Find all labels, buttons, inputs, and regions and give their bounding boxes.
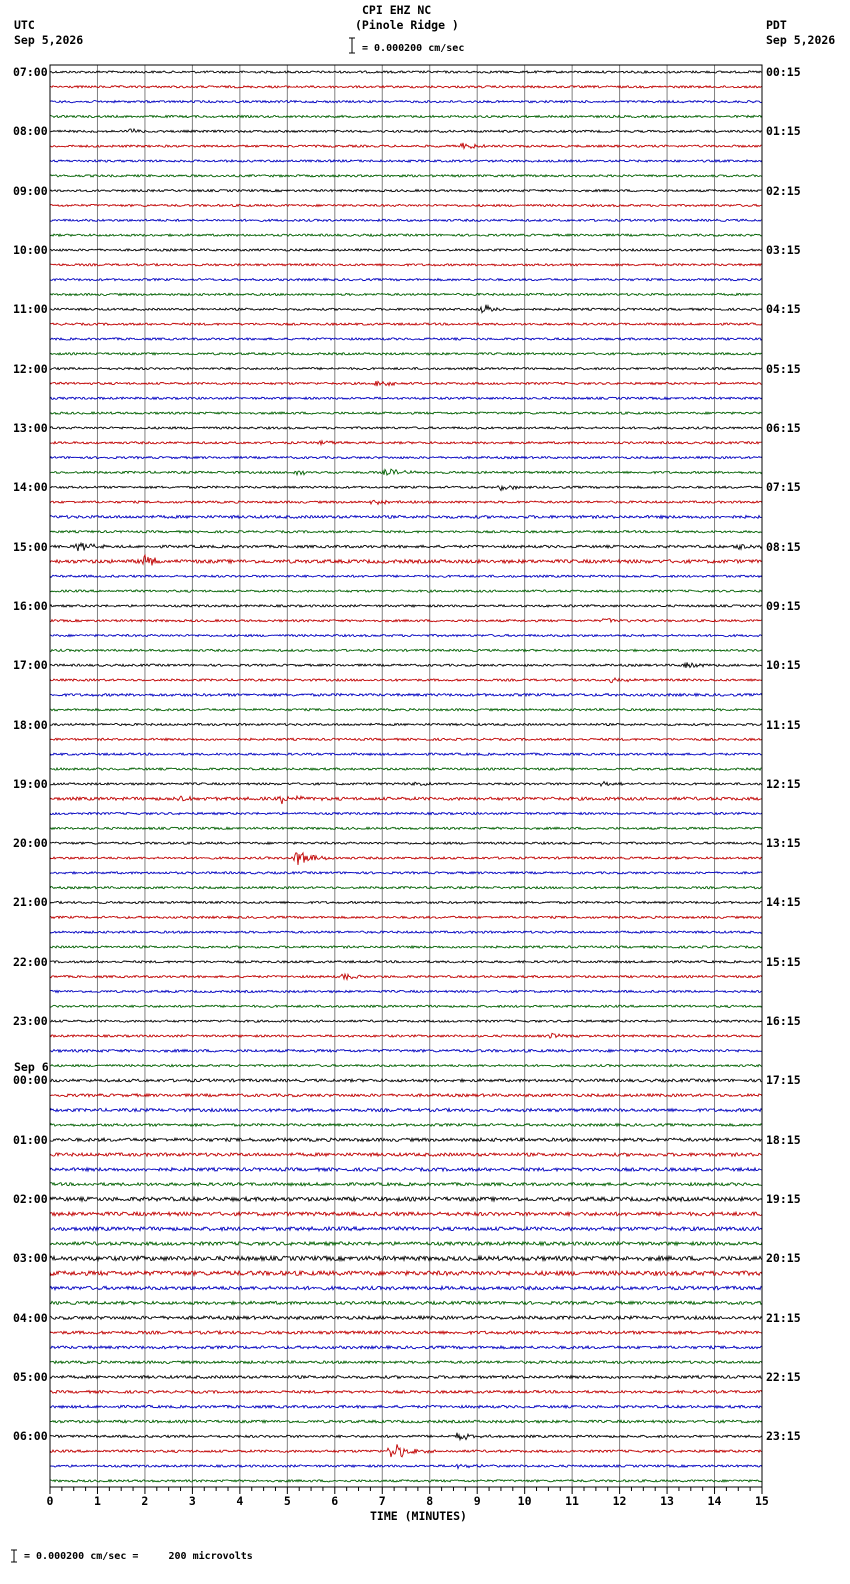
- trace-line: [50, 381, 762, 386]
- trace-line: [50, 293, 762, 295]
- station-title: CPI EHZ NC: [362, 3, 432, 17]
- pdt-hour-label: 14:15: [766, 895, 801, 910]
- utc-hour-label: 08:00: [13, 124, 48, 139]
- trace-line: [50, 1405, 762, 1408]
- utc-hour-label: 17:00: [13, 658, 48, 673]
- pdt-hour-label: 17:15: [766, 1073, 801, 1088]
- x-tick-label: 6: [331, 1494, 339, 1508]
- trace-line: [50, 853, 762, 865]
- trace-line: [50, 397, 762, 399]
- utc-hour-label: 18:00: [13, 717, 48, 732]
- pdt-hour-label: 20:15: [766, 1251, 801, 1266]
- trace-line: [50, 1346, 762, 1349]
- x-tick-label: 9: [473, 1494, 481, 1508]
- trace-line: [50, 946, 762, 948]
- utc-hour-label: 04:00: [13, 1310, 48, 1325]
- trace-line: [50, 782, 762, 787]
- utc-hour-label: 23:00: [13, 1014, 48, 1029]
- x-tick-label: 15: [755, 1494, 769, 1508]
- trace-line: [50, 305, 762, 313]
- trace-line: [50, 619, 762, 622]
- trace-line: [50, 738, 762, 740]
- trace-line: [50, 575, 762, 577]
- seismic-traces: [50, 71, 762, 1482]
- trace-line: [50, 469, 762, 475]
- x-tick-label: 7: [378, 1494, 386, 1508]
- utc-hour-label: 15:00: [13, 539, 48, 554]
- x-tick-label: 1: [93, 1494, 101, 1508]
- x-tick-label: 0: [46, 1494, 54, 1508]
- trace-line: [50, 1020, 762, 1022]
- utc-hour-label: 22:00: [13, 954, 48, 969]
- trace-line: [50, 1065, 762, 1067]
- day-change-label: Sep 6: [14, 1060, 49, 1074]
- x-tick-label: 13: [660, 1494, 674, 1508]
- trace-line: [50, 1168, 762, 1171]
- trace-line: [50, 768, 762, 770]
- utc-hour-label: 13:00: [13, 420, 48, 435]
- x-tick-label: 11: [565, 1494, 579, 1508]
- pdt-hour-label: 05:15: [766, 361, 801, 376]
- pdt-hour-label: 13:15: [766, 836, 801, 851]
- footer-scale-text: = 0.000200 cm/sec = 200 microvolts: [24, 1551, 253, 1562]
- x-tick-label: 2: [141, 1494, 149, 1508]
- trace-line: [50, 555, 762, 565]
- utc-hour-label: 02:00: [13, 1192, 48, 1207]
- x-tick-label: 4: [236, 1494, 244, 1508]
- trace-line: [50, 86, 762, 88]
- trace-line: [50, 901, 762, 903]
- pdt-hour-label: 16:15: [766, 1014, 801, 1029]
- trace-line: [50, 1109, 762, 1112]
- pdt-hour-label: 21:15: [766, 1310, 801, 1325]
- pdt-hour-label: 22:15: [766, 1370, 801, 1385]
- utc-hour-label: 19:00: [13, 776, 48, 791]
- trace-line: [50, 1331, 762, 1334]
- pdt-hour-label: 18:15: [766, 1132, 801, 1147]
- trace-line: [50, 531, 762, 533]
- trace-line: [50, 279, 762, 281]
- left-date: Sep 5,2026: [14, 33, 84, 47]
- trace-line: [50, 427, 762, 429]
- x-tick-label: 10: [517, 1494, 532, 1508]
- pdt-hour-label: 04:15: [766, 302, 801, 317]
- trace-line: [50, 143, 762, 149]
- trace-line: [50, 753, 762, 755]
- pdt-hour-label: 06:15: [766, 420, 801, 435]
- trace-line: [50, 605, 762, 607]
- pdt-hour-label: 19:15: [766, 1192, 801, 1207]
- trace-line: [50, 1480, 762, 1482]
- trace-line: [50, 71, 762, 73]
- trace-line: [50, 1005, 762, 1007]
- utc-hour-label: 12:00: [13, 361, 48, 376]
- trace-line: [50, 961, 762, 963]
- pdt-hour-label: 00:15: [766, 65, 801, 79]
- trace-line: [50, 1420, 762, 1423]
- x-tick-label: 3: [188, 1494, 196, 1508]
- trace-line: [50, 1433, 762, 1440]
- trace-line: [50, 486, 762, 491]
- trace-line: [50, 1391, 762, 1394]
- trace-line: [50, 1197, 762, 1201]
- trace-line: [50, 1094, 762, 1097]
- trace-line: [50, 916, 762, 918]
- trace-line: [50, 1242, 762, 1246]
- utc-hour-label: 10:00: [13, 242, 48, 257]
- trace-line: [50, 543, 762, 551]
- utc-hour-label: 00:00: [13, 1073, 48, 1088]
- utc-hour-label: 03:00: [13, 1251, 48, 1266]
- utc-hour-label: 20:00: [13, 836, 48, 851]
- trace-line: [50, 338, 762, 340]
- trace-line: [50, 649, 762, 651]
- pdt-hour-label: 09:15: [766, 598, 801, 613]
- trace-line: [50, 812, 762, 814]
- trace-line: [50, 1124, 762, 1127]
- trace-line: [50, 101, 762, 103]
- trace-line: [50, 694, 762, 697]
- scale-label: = 0.000200 cm/sec: [362, 43, 465, 54]
- trace-line: [50, 1376, 762, 1379]
- trace-line: [50, 249, 762, 251]
- trace-line: [50, 1301, 762, 1304]
- utc-hour-label: 14:00: [13, 480, 48, 495]
- trace-line: [50, 1033, 762, 1038]
- trace-line: [50, 1227, 762, 1231]
- trace-line: [50, 368, 762, 370]
- pdt-hour-label: 08:15: [766, 539, 801, 554]
- trace-line: [50, 323, 762, 325]
- trace-line: [50, 634, 762, 636]
- pdt-hour-label: 01:15: [766, 124, 801, 139]
- trace-line: [50, 515, 762, 518]
- trace-line: [50, 590, 762, 592]
- trace-line: [50, 990, 762, 992]
- trace-line: [50, 456, 762, 458]
- trace-line: [50, 1444, 762, 1457]
- trace-line: [50, 204, 762, 206]
- trace-line: [50, 827, 762, 829]
- trace-line: [50, 1361, 762, 1364]
- trace-line: [50, 175, 762, 177]
- trace-line: [50, 219, 762, 221]
- x-tick-label: 12: [612, 1494, 627, 1508]
- trace-line: [50, 353, 762, 355]
- pdt-hour-label: 12:15: [766, 776, 801, 791]
- utc-hour-label: 21:00: [13, 895, 48, 910]
- pdt-hour-label: 11:15: [766, 717, 801, 732]
- trace-line: [50, 678, 762, 683]
- pdt-hour-label: 23:15: [766, 1429, 801, 1444]
- trace-line: [50, 1271, 762, 1275]
- pdt-hour-label: 15:15: [766, 954, 801, 969]
- station-location: (Pinole Ridge ): [355, 18, 459, 32]
- utc-hour-label: 01:00: [13, 1132, 48, 1147]
- trace-line: [50, 234, 762, 236]
- trace-line: [50, 1153, 762, 1156]
- trace-line: [50, 1316, 762, 1319]
- trace-line: [50, 1286, 762, 1290]
- trace-line: [50, 1049, 762, 1052]
- trace-line: [50, 1464, 762, 1468]
- trace-line: [50, 1079, 762, 1082]
- trace-line: [50, 872, 762, 874]
- utc-hour-label: 05:00: [13, 1370, 48, 1385]
- pdt-hour-label: 02:15: [766, 183, 801, 198]
- trace-line: [50, 974, 762, 979]
- trace-line: [50, 190, 762, 192]
- utc-hour-label: 09:00: [13, 183, 48, 198]
- trace-line: [50, 500, 762, 504]
- x-axis-label: TIME (MINUTES): [370, 1509, 467, 1523]
- trace-line: [50, 931, 762, 933]
- left-timezone: UTC: [14, 18, 35, 32]
- trace-line: [50, 709, 762, 711]
- trace-line: [50, 129, 762, 133]
- trace-line: [50, 887, 762, 889]
- utc-hour-label: 06:00: [13, 1429, 48, 1444]
- trace-line: [50, 160, 762, 162]
- trace-line: [50, 796, 762, 804]
- utc-hour-label: 11:00: [13, 302, 48, 317]
- trace-line: [50, 1256, 762, 1260]
- trace-line: [50, 662, 762, 667]
- x-axis-ticks: [50, 1487, 762, 1494]
- trace-line: [50, 1138, 762, 1141]
- x-tick-label: 8: [426, 1494, 434, 1508]
- trace-line: [50, 842, 762, 844]
- trace-line: [50, 1183, 762, 1186]
- pdt-hour-label: 07:15: [766, 480, 801, 495]
- trace-line: [50, 723, 762, 725]
- trace-line: [50, 412, 762, 414]
- trace-line: [50, 1212, 762, 1216]
- utc-hour-label: 07:00: [13, 65, 48, 79]
- pdt-hour-label: 10:15: [766, 658, 801, 673]
- trace-line: [50, 441, 762, 445]
- right-date: Sep 5,2026: [766, 33, 836, 47]
- trace-line: [50, 115, 762, 117]
- utc-hour-label: 16:00: [13, 598, 48, 613]
- x-tick-label: 5: [283, 1494, 291, 1508]
- trace-line: [50, 264, 762, 266]
- x-tick-label: 14: [707, 1494, 722, 1508]
- right-timezone: PDT: [766, 18, 787, 32]
- pdt-hour-label: 03:15: [766, 242, 801, 257]
